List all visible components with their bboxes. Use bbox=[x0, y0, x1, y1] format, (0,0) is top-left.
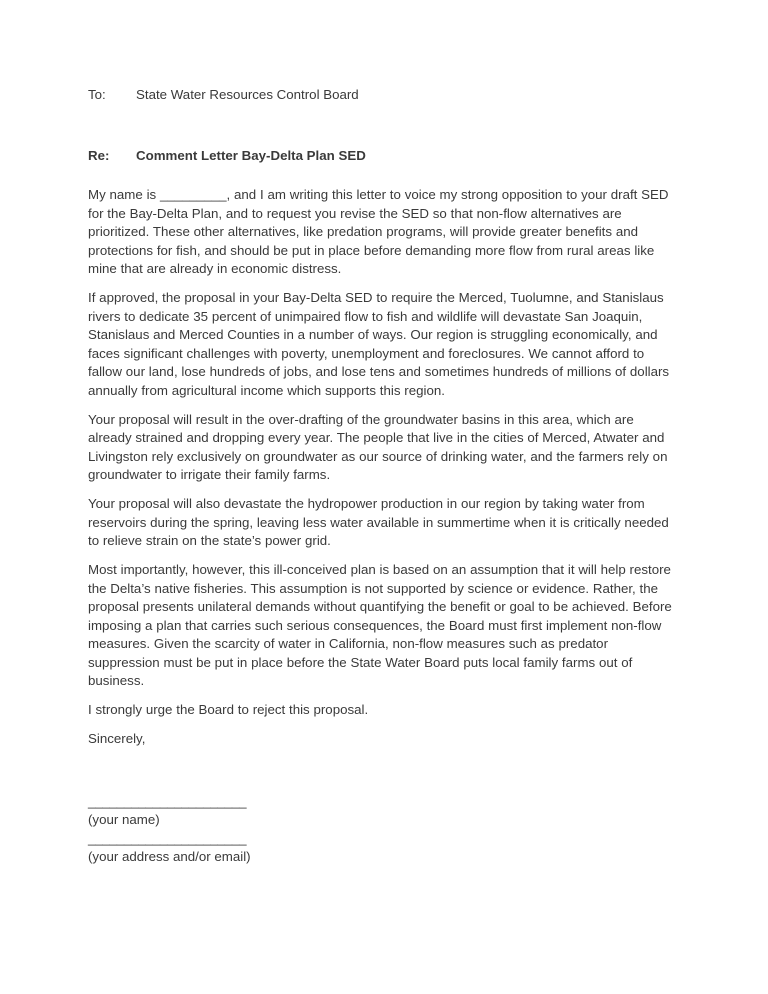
closing-salutation: Sincerely, bbox=[88, 731, 146, 746]
signature-address-rule: ______________________ bbox=[88, 830, 247, 846]
subject-label: Re: bbox=[88, 147, 110, 163]
paragraph-5: Most importantly, however, this ill-conceived plan is based on an assumption that it will help restore the Delta’s native fisheries. This assumption is not supported by science or evidence. Rather, the proposal presents unilateral demands without quantifying the benefit or goal to be achieved. Before imposing a plan that carries such serious consequences, the Board must first implement non-flow measures. Given the scarcity of water in California, non-flow measures such as predator suppression must be put in place before the State Water Board puts local family farms out of business. bbox=[88, 562, 672, 688]
subject-line bbox=[88, 147, 680, 166]
letter-body bbox=[88, 86, 680, 867]
signature-address-caption: (your address and/or email) bbox=[88, 849, 251, 864]
paragraph-4: Your proposal will also devastate the hydropower production in our region by taking water from reservoirs during the spring, leaving less water available in summertime when it is critically needed to relieve strain on the state’s power grid. bbox=[88, 496, 669, 548]
signature-block bbox=[88, 793, 680, 867]
signature-name-rule: ______________________ bbox=[88, 793, 247, 809]
recipient-value: State Water Resources Control Board bbox=[136, 87, 359, 102]
subject-value: Comment Letter Bay-Delta Plan SED bbox=[136, 147, 366, 163]
paragraph-6-closing-request: I strongly urge the Board to reject this proposal. bbox=[88, 702, 369, 717]
paragraph-3: Your proposal will result in the over-drafting of the groundwater basins in this area, which are already strained and dropping every year. The people that live in the cities of Merced, Atwater and Livingston rely exclusively on groundwater as our source of drinking water, and the farmers rely on groundwater to irrigate their family farms. bbox=[88, 411, 668, 482]
paragraph-1: My name is _________, and I am writing this letter to voice my strong opposition to your draft SED for the Bay-Delta Plan, and to request you revise the SED so that non-flow alternatives are prioritized. These other alternatives, like predation programs, will provide greater benefits and protections for fish, and should be put in place before demanding more flow from rural areas like mine that are already in economic distress. bbox=[88, 187, 669, 276]
paragraph-2: If approved, the proposal in your Bay-Delta SED to require the Merced, Tuolumne, and Stanislaus rivers to dedicate 35 percent of unimpaired flow to fish and wildlife will devastate San Joaquin, Stanislaus and Merced Counties in a number of ways. Our region is struggling economically, and faces significant challenges with poverty, unemployment and foreclosures. We cannot afford to fallow our land, lose hundreds of jobs, and lose tens and sometimes hundreds of millions of dollars annually from agricultural income which supports this region. bbox=[88, 290, 670, 398]
recipient-line bbox=[88, 86, 680, 105]
signature-name-caption: (your name) bbox=[88, 812, 160, 827]
recipient-label: To: bbox=[88, 87, 106, 102]
